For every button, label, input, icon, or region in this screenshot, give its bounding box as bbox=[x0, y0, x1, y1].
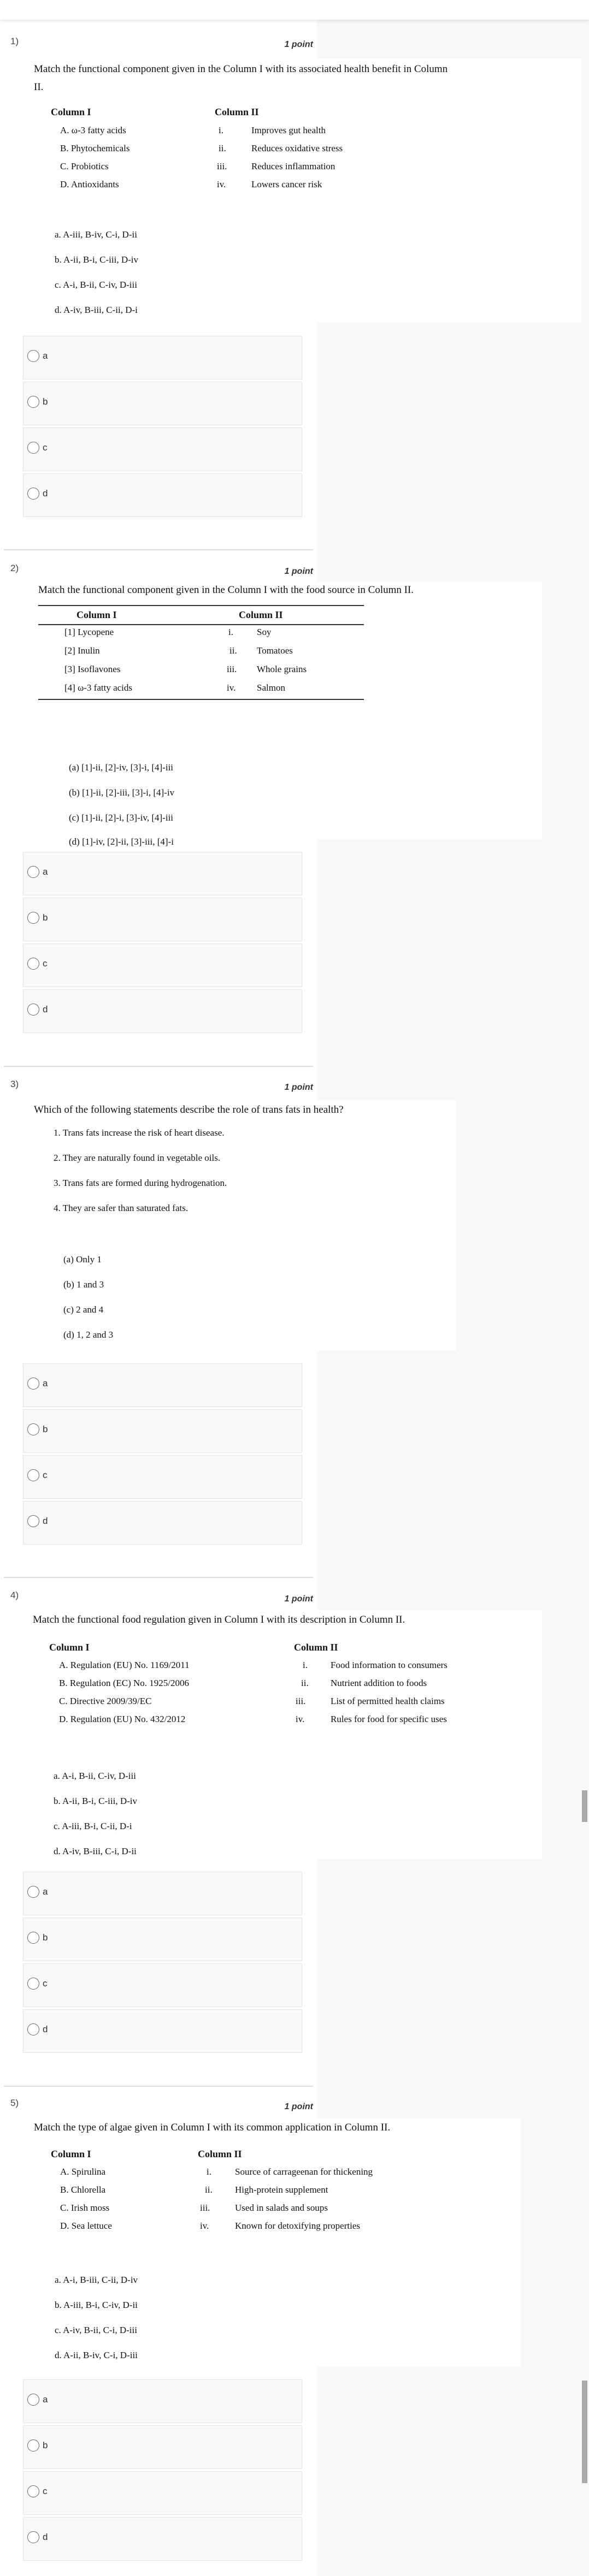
column-1-item: [2] Inulin bbox=[64, 645, 100, 656]
column-2-item: Whole grains bbox=[257, 664, 307, 674]
column-2-numeral: ii. bbox=[205, 2185, 213, 2195]
option-c[interactable] bbox=[23, 1455, 302, 1499]
radio-button[interactable] bbox=[27, 1004, 39, 1016]
column-2-item: Known for detoxifying properties bbox=[235, 2221, 360, 2231]
question-number: 1) bbox=[10, 36, 19, 46]
option-b[interactable] bbox=[23, 1409, 302, 1453]
column-2-header: Column II bbox=[239, 609, 283, 620]
column-2-header: Column II bbox=[294, 1642, 338, 1653]
column-2-numeral: iii. bbox=[227, 664, 237, 674]
points-label: 1 point bbox=[284, 40, 313, 49]
column-2-item: Reduces oxidative stress bbox=[251, 143, 343, 153]
column-2-numeral: ii. bbox=[219, 143, 226, 153]
column-2-numeral: ii. bbox=[229, 645, 237, 656]
question-statement: Which of the following statements describe the role of trans fats in health? bbox=[34, 1104, 344, 1115]
radio-button[interactable] bbox=[27, 396, 39, 408]
column-2-numeral: i. bbox=[228, 627, 233, 637]
radio-button[interactable] bbox=[27, 1378, 39, 1390]
radio-button[interactable] bbox=[27, 350, 39, 362]
answer-choice: (c) 2 and 4 bbox=[63, 1304, 104, 1315]
option-c[interactable] bbox=[23, 943, 302, 987]
option-label: a bbox=[43, 866, 48, 877]
column-2-numeral: iv. bbox=[217, 179, 226, 189]
answer-choice: (c) [1]-ii, [2]-i, [3]-iv, [4]-iii bbox=[69, 812, 174, 823]
column-2-header: Column II bbox=[198, 2148, 242, 2159]
answer-choice: a. A-i, B-iii, C-ii, D-iv bbox=[55, 2275, 138, 2285]
answer-choice: (a) Only 1 bbox=[63, 1254, 102, 1265]
statement-item: 4. They are safer than saturated fats. bbox=[54, 1203, 189, 1213]
option-c[interactable] bbox=[23, 1963, 302, 2007]
statement-item: 2. They are naturally found in vegetable oils. bbox=[54, 1153, 221, 1163]
column-1-item: B. Regulation (EC) No. 1925/2006 bbox=[59, 1678, 189, 1688]
points-label: 1 point bbox=[284, 1594, 313, 1604]
radio-group bbox=[23, 1363, 302, 1547]
column-2-numeral: iv. bbox=[200, 2221, 209, 2231]
column-1-item: [3] Isoflavones bbox=[64, 664, 121, 674]
column-1-item: B. Phytochemicals bbox=[60, 143, 130, 153]
option-label: c bbox=[43, 2486, 48, 2496]
option-label: b bbox=[43, 2440, 48, 2450]
question-4 bbox=[0, 1578, 589, 2086]
radio-button[interactable] bbox=[27, 1886, 39, 1898]
column-2-item: Salmon bbox=[257, 682, 285, 693]
answer-choice: (d) 1, 2 and 3 bbox=[63, 1329, 114, 1340]
column-2-item: Tomatoes bbox=[257, 645, 293, 656]
answer-choice: a. A-iii, B-iv, C-i, D-ii bbox=[55, 229, 137, 240]
question-image bbox=[0, 1610, 542, 1859]
table-bottom-rule bbox=[38, 699, 364, 700]
radio-button[interactable] bbox=[27, 2485, 39, 2497]
scrollbar-thumb[interactable] bbox=[582, 2381, 587, 2483]
option-d[interactable] bbox=[23, 1501, 302, 1545]
column-1-item: A. Regulation (EU) No. 1169/2011 bbox=[59, 1660, 190, 1670]
radio-group bbox=[23, 852, 302, 1035]
column-1-item: C. Directive 2009/39/EC bbox=[59, 1696, 152, 1706]
answer-choice: d. A-ii, B-iv, C-i, D-iii bbox=[55, 2350, 138, 2360]
option-a[interactable] bbox=[23, 1363, 302, 1407]
option-label: c bbox=[43, 442, 48, 453]
answer-choice: d. A-iv, B-iii, C-ii, D-i bbox=[55, 305, 138, 315]
column-2-numeral: iii. bbox=[217, 161, 227, 171]
column-2-numeral: iii. bbox=[296, 1696, 306, 1706]
column-1-item: C. Irish moss bbox=[60, 2203, 110, 2213]
answer-choice: (b) [1]-ii, [2]-iii, [3]-i, [4]-iv bbox=[69, 787, 175, 798]
column-2-numeral: iv. bbox=[296, 1714, 305, 1724]
radio-button[interactable] bbox=[27, 866, 39, 878]
points-label: 1 point bbox=[284, 567, 313, 576]
column-2-numeral: i. bbox=[207, 2167, 211, 2177]
option-label: b bbox=[43, 1424, 48, 1434]
table-top-rule bbox=[38, 605, 364, 606]
question-statement: Match the functional component given in the Column I with the food source in Column II. bbox=[38, 584, 414, 596]
column-1-item: A. ω-3 fatty acids bbox=[60, 125, 126, 135]
column-2-numeral: i. bbox=[303, 1660, 308, 1670]
column-2-item: Rules for food for specific uses bbox=[331, 1714, 447, 1724]
answer-choice: c. A-iv, B-ii, C-i, D-iii bbox=[55, 2325, 137, 2335]
question-statement-cont: II. bbox=[34, 81, 44, 93]
radio-button[interactable] bbox=[27, 1469, 39, 1481]
option-c[interactable] bbox=[23, 428, 302, 471]
statement-item: 1. Trans fats increase the risk of heart disease. bbox=[54, 1127, 225, 1138]
question-number: 5) bbox=[10, 2098, 19, 2108]
option-label: c bbox=[43, 1978, 48, 1989]
column-2-item: Reduces inflammation bbox=[251, 161, 335, 171]
option-label: b bbox=[43, 912, 48, 923]
top-bar bbox=[0, 0, 589, 20]
scrollbar-thumb[interactable] bbox=[582, 1790, 587, 1822]
option-label: d bbox=[43, 2024, 48, 2034]
option-label: a bbox=[43, 351, 48, 361]
radio-button[interactable] bbox=[27, 2440, 39, 2452]
answer-choice: b. A-ii, B-i, C-iii, D-iv bbox=[54, 1796, 137, 1806]
question-image bbox=[0, 2118, 521, 2366]
column-1-item: C. Probiotics bbox=[60, 161, 109, 171]
question-image bbox=[0, 582, 542, 847]
question-1 bbox=[0, 20, 589, 550]
column-2-numeral: iii. bbox=[200, 2203, 210, 2213]
points-label: 1 point bbox=[284, 1083, 313, 1092]
radio-button[interactable] bbox=[27, 488, 39, 500]
question-image bbox=[0, 58, 581, 322]
column-1-item: D. Sea lettuce bbox=[60, 2221, 112, 2231]
option-label: a bbox=[43, 1886, 48, 1897]
option-a[interactable] bbox=[23, 1872, 302, 1915]
option-b[interactable] bbox=[23, 2425, 302, 2469]
column-2-item: Food information to consumers bbox=[331, 1660, 447, 1670]
option-label: c bbox=[43, 958, 48, 969]
option-b[interactable] bbox=[23, 898, 302, 941]
option-b[interactable] bbox=[23, 1918, 302, 1961]
radio-button[interactable] bbox=[27, 1515, 39, 1527]
column-2-item: Lowers cancer risk bbox=[251, 179, 322, 189]
column-1-item: D. Antioxidants bbox=[60, 179, 119, 189]
statement-item: 3. Trans fats are formed during hydrogenation. bbox=[54, 1178, 227, 1188]
option-b[interactable] bbox=[23, 382, 302, 425]
option-label: d bbox=[43, 488, 48, 498]
column-1-item: [1] Lycopene bbox=[64, 627, 114, 637]
question-image bbox=[0, 1100, 456, 1351]
column-1-header: Column I bbox=[51, 2148, 91, 2159]
radio-button[interactable] bbox=[27, 1932, 39, 1944]
question-statement: Match the type of algae given in Column I with its common application in Column II. bbox=[34, 2122, 391, 2133]
option-c[interactable] bbox=[23, 2471, 302, 2515]
column-2-item: List of permitted health claims bbox=[331, 1696, 445, 1706]
radio-button[interactable] bbox=[27, 2394, 39, 2406]
option-a[interactable] bbox=[23, 852, 302, 895]
column-1-item: D. Regulation (EU) No. 432/2012 bbox=[59, 1714, 186, 1724]
question-3 bbox=[0, 1067, 589, 1577]
radio-button[interactable] bbox=[27, 2531, 39, 2543]
answer-choice: a. A-i, B-ii, C-iv, D-iii bbox=[54, 1771, 136, 1781]
radio-button[interactable] bbox=[27, 912, 39, 924]
answer-choice: c. A-i, B-ii, C-iv, D-iii bbox=[55, 280, 137, 290]
option-label: a bbox=[43, 1378, 48, 1388]
radio-button[interactable] bbox=[27, 2023, 39, 2035]
radio-button[interactable] bbox=[27, 958, 39, 970]
column-2-item: Soy bbox=[257, 627, 272, 637]
option-a[interactable] bbox=[23, 336, 302, 379]
option-label: b bbox=[43, 396, 48, 407]
option-label: b bbox=[43, 1932, 48, 1943]
column-2-numeral: iv. bbox=[227, 682, 236, 693]
question-number: 4) bbox=[10, 1590, 19, 1600]
answer-choice: d. A-iv, B-iii, C-i, D-ii bbox=[54, 1846, 137, 1856]
answer-choice: b. A-ii, B-i, C-iii, D-iv bbox=[55, 254, 138, 265]
option-a[interactable] bbox=[23, 2379, 302, 2423]
answer-choice: (a) [1]-ii, [2]-iv, [3]-i, [4]-iii bbox=[69, 762, 174, 773]
question-5 bbox=[0, 2087, 589, 2576]
column-1-item: A. Spirulina bbox=[60, 2167, 106, 2177]
radio-group bbox=[23, 1872, 302, 2055]
option-d[interactable] bbox=[23, 2517, 302, 2561]
column-2-item: High-protein supplement bbox=[235, 2185, 328, 2195]
option-d[interactable] bbox=[23, 473, 302, 517]
question-statement: Match the functional food regulation given in Column I with its description in Column II. bbox=[33, 1614, 405, 1625]
column-2-item: Source of carrageenan for thickening bbox=[235, 2167, 373, 2177]
option-label: d bbox=[43, 1516, 48, 1526]
answer-choice: (b) 1 and 3 bbox=[63, 1279, 104, 1290]
question-number: 2) bbox=[10, 563, 19, 573]
question-2 bbox=[0, 550, 589, 1066]
answer-choice: (d) [1]-iv, [2]-ii, [3]-iii, [4]-i bbox=[69, 836, 174, 847]
option-label: d bbox=[43, 1004, 48, 1014]
option-label: a bbox=[43, 2394, 48, 2405]
radio-button[interactable] bbox=[27, 442, 39, 454]
option-d[interactable] bbox=[23, 2009, 302, 2053]
column-1-header: Column I bbox=[51, 106, 91, 117]
column-2-numeral: i. bbox=[219, 125, 223, 135]
column-1-header: Column I bbox=[76, 609, 117, 620]
radio-group bbox=[23, 2379, 302, 2563]
column-1-item: [4] ω-3 fatty acids bbox=[64, 682, 133, 693]
table-header-rule bbox=[38, 624, 364, 625]
answer-choice: b. A-iii, B-i, C-iv, D-ii bbox=[55, 2300, 138, 2310]
column-2-header: Column II bbox=[215, 106, 259, 117]
column-2-item: Nutrient addition to foods bbox=[331, 1678, 427, 1688]
column-1-header: Column I bbox=[49, 1642, 90, 1653]
column-1-item: B. Chlorella bbox=[60, 2185, 106, 2195]
radio-group bbox=[23, 336, 302, 519]
option-d[interactable] bbox=[23, 989, 302, 1033]
column-2-item: Improves gut health bbox=[251, 125, 326, 135]
radio-button[interactable] bbox=[27, 1423, 39, 1435]
radio-button[interactable] bbox=[27, 1978, 39, 1990]
points-label: 1 point bbox=[284, 2102, 313, 2111]
column-2-numeral: ii. bbox=[301, 1678, 309, 1688]
question-statement: Match the functional component given in the Column I with its associated health benefit in Column bbox=[34, 63, 448, 75]
column-2-item: Used in salads and soups bbox=[235, 2203, 328, 2213]
answer-choice: c. A-iii, B-i, C-ii, D-i bbox=[54, 1821, 132, 1831]
question-number: 3) bbox=[10, 1079, 19, 1089]
option-label: d bbox=[43, 2532, 48, 2542]
option-label: c bbox=[43, 1470, 48, 1480]
